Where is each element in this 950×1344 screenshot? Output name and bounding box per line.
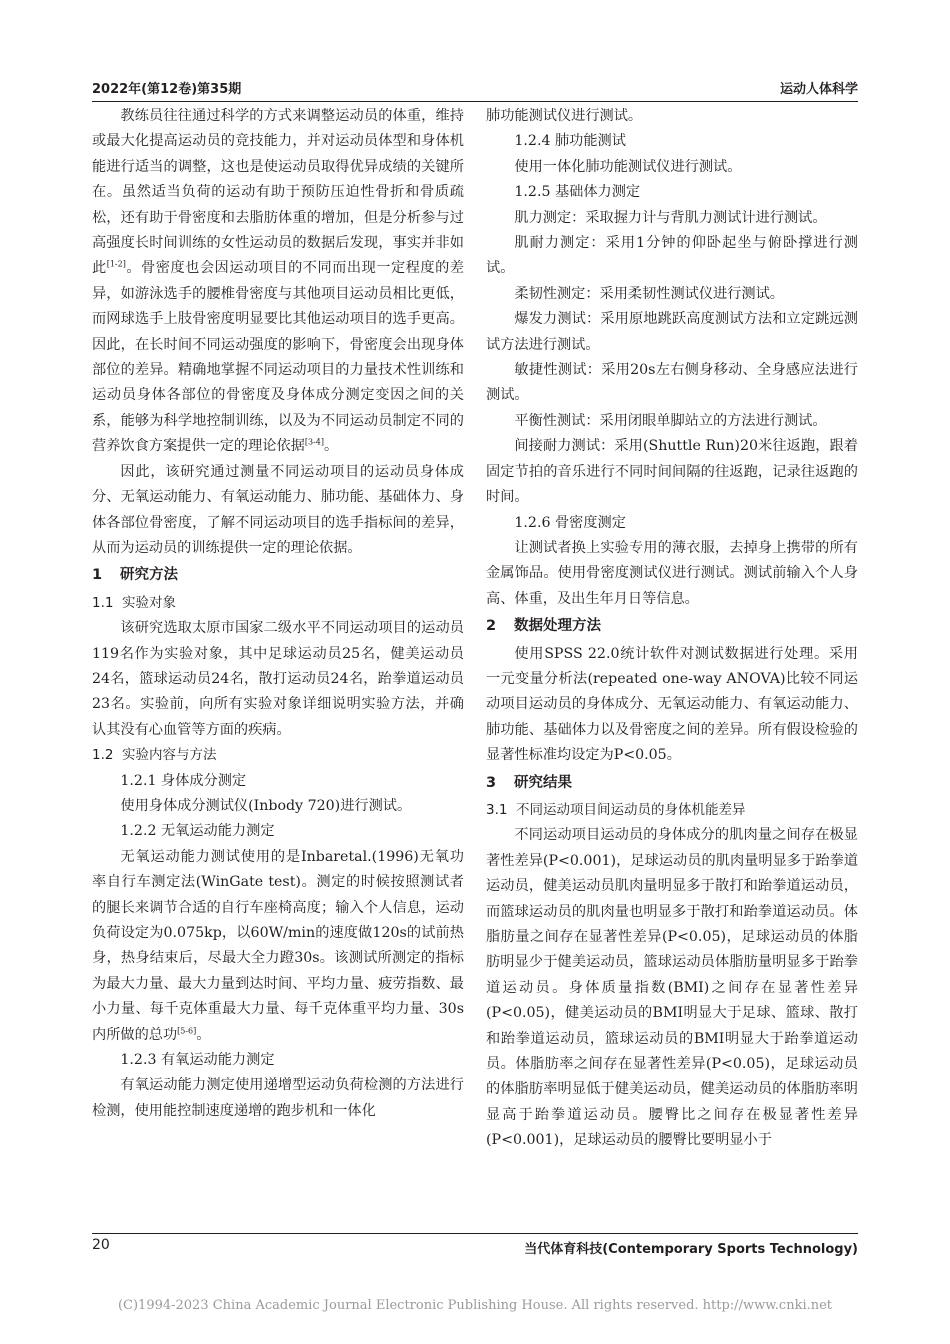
- muscle-endurance-paragraph: 肌耐力测定：采用1分钟的仰卧起坐与俯卧撑进行测试。: [486, 235, 858, 277]
- subsection-heading-1-2: 1.2 实验内容与方法: [92, 747, 217, 764]
- agility-paragraph: 敏捷性测试：采用20s左右侧身移动、全身感应法进行测试。: [486, 362, 858, 404]
- subsection-heading-1-1: 1.1 实验对象: [92, 594, 176, 611]
- bone-density-paragraph: 让测试者换上实验专用的薄衣服，去掉身上携带的所有金属饰品。使用骨密度测试仪进行测试。测试前输入个人身高、体重，及出生年月日等信息。: [486, 539, 858, 607]
- body-composition-paragraph: 使用身体成分测试仪(Inbody 720)进行测试。: [120, 797, 412, 814]
- section-heading-1: 1 研究方法: [92, 567, 178, 584]
- page-number: 20: [92, 1237, 110, 1253]
- intro-paragraph-2: 因此，该研究通过测量不同运动项目的运动员身体成分、无氧运动能力、有氧运动能力、肺功能、基础体力、身体各部位骨密度，了解不同运动项目的选手指标间的差异，从而为运动员的训练提供一定的理论依据。: [92, 463, 464, 556]
- results-paragraph: 不同运动项目运动员的身体成分的肌肉量之间存在极显著性差异(P<0.001)，足球运动员的肌肉量明显多于跆拳道运动员，健美运动员肌肉量明显多于散打和跆拳道运动员，而篮球运动员的肌肉量也明显多于散打和跆拳道运动员。体脂肪量之间存在显著性差异(P<0.05)，足球运动员的体脂肪明显少于健美运动员，篮球运动员体脂肪量明显多于跆拳道运动员。身体质量指数(BMI)之间存在显著性差异(P<0.05)，健美运动员的BMI明显大于足球、篮球、散打和跆拳道运动员，篮球运动员的BMI明显大于跆拳道运动员。体脂肪率之间存在显著性差异(P<0.05)，足球运动员的体脂肪率明显低于健美运动员，健美运动员的体脂肪率明显高于跆拳道运动员。腰臀比之间存在极显著性差异(P<0.001)，足球运动员的腰臀比要明显小于: [486, 827, 858, 1149]
- heading-1-2-5: 1.2.5 基础体力测定: [514, 184, 641, 201]
- section-heading-3: 3 研究结果: [486, 774, 572, 791]
- balance-paragraph: 平衡性测试：采用闭眼单脚站立的方法进行测试。: [514, 412, 827, 429]
- intro-paragraph-1: 教练员往往通过科学的方式来调整运动员的体重，维持或最大化提高运动员的竞技能力，并对运动员体型和身体机能进行适当的调整，这也是使运动员取得优异成绩的关键所在。虽然适当负荷的运动有助于预防压迫性骨折和骨质疏松，还有助于骨密度和去脂肪体重的增加，但是分析参与过高强度长时间训练的女性运动员的数据后发现，事实并非如此[1-2]。骨密度也会因运动项目的不同而出现一定程度的差异，如游泳选手的腰椎骨密度与其他项目运动员相比更低，而网球选手上肢骨密度明显要比其他运动项目的选手更高。因此，在长时间不同运动强度的影响下，骨密度会出现身体部位的差异。精确地掌握不同运动项目的力量技术性训练和运动员身体各部位的骨密度及身体成分测定变因之间的关系，能够为科学地控制训练，以及为不同运动员制定不同的营养饮食方案提供一定的理论依据[3-4]。: [92, 108, 464, 455]
- heading-1-2-6: 1.2.6 骨密度测定: [514, 514, 626, 531]
- journal-name: 当代体育科技(Contemporary Sports Technology): [524, 1242, 858, 1257]
- footer-rule: [92, 1233, 858, 1234]
- section-name: 运动人体科学: [779, 82, 858, 97]
- header-rule: [92, 101, 858, 102]
- aerobic-paragraph: 有氧运动能力测定使用递增型运动负荷检测的方法进行检测，使用能控制速度递增的跑步机和一体化: [92, 1077, 464, 1119]
- subjects-paragraph: 该研究选取太原市国家二级水平不同运动项目的运动员119名作为实验对象，其中足球运动员25名，健美运动员24名，篮球运动员24名，散打运动员24名，跆拳道运动员23名。实验前，向所有实验对象详细说明实验方法，并确认其没有心血管等方面的疾病。: [92, 620, 464, 738]
- heading-1-2-2: 1.2.2 无氧运动能力测定: [120, 823, 275, 840]
- muscle-strength-paragraph: 肌力测定：采取握力计与背肌力测试计进行测试。: [514, 209, 827, 226]
- running-header: [92, 76, 858, 100]
- heading-1-2-3: 1.2.3 有氧运动能力测定: [120, 1052, 275, 1069]
- flexibility-paragraph: 柔韧性测定：采用柔韧性测试仪进行测试。: [514, 285, 784, 302]
- copyright-notice: (C)1994-2023 China Academic Journal Electronic Publishing House. All rights reserved. http://www.cnki.net: [117, 1298, 833, 1313]
- anaerobic-paragraph: 无氧运动能力测试使用的是Inbaretal.(1996)无氧功率自行车测定法(WinGate test)。测定的时候按照测试者的腿长来调节合适的自行车座椅高度；输入个人信息，运动负荷设定为0.075kp，以60W/min的速度做120s的试前热身，热身结束后，尽最大全力蹬30s。该测试所测定的指标为最大力量、最大力量到达时间、平均力量、疲劳指数、最小力量、每千克体重最大力量、每千克体重平均力量、30s内所做的总功[5-6]。: [92, 848, 464, 1043]
- power-paragraph: 爆发力测试：采用原地跳跃高度测试方法和立定跳远测试方法进行测试。: [486, 311, 858, 353]
- aerobic-paragraph-cont: 肺功能测试仪进行测试。: [486, 108, 643, 124]
- section-heading-2: 2 数据处理方法: [486, 618, 601, 635]
- heading-1-2-4: 1.2.4 肺功能测试: [514, 133, 626, 150]
- citation-1-2[interactable]: [1-2]: [106, 259, 126, 269]
- right-column: [486, 104, 858, 1154]
- lung-function-paragraph: 使用一体化肺功能测试仪进行测试。: [514, 158, 742, 175]
- citation-3-4[interactable]: [3-4]: [304, 437, 324, 447]
- data-processing-paragraph: 使用SPSS 22.0统计软件对测试数据进行处理。采用一元变量分析法(repeated one-way ANOVA)比较不同运动项目运动员的身体成分、无氧运动能力、有氧运动能力、肺功能、基础体力以及骨密度之间的差异。所有假设检验的显著性标准均设定为P<0.05。: [486, 645, 858, 764]
- running-footer: [92, 1237, 858, 1259]
- endurance-paragraph: 间接耐力测试：采用(Shuttle Run)20米往返跑，跟着固定节拍的音乐进行不同时间间隔的往返跑，记录往返跑的时间。: [486, 438, 858, 506]
- issue-info: 2022年(第12卷)第35期: [92, 82, 242, 97]
- citation-5-6[interactable]: [5-6]: [177, 1025, 197, 1035]
- left-column: [92, 104, 464, 1124]
- heading-1-2-1: 1.2.1 身体成分测定: [120, 772, 247, 789]
- subsection-heading-3-1: 3.1 不同运动项目间运动员的身体机能差异: [486, 801, 746, 818]
